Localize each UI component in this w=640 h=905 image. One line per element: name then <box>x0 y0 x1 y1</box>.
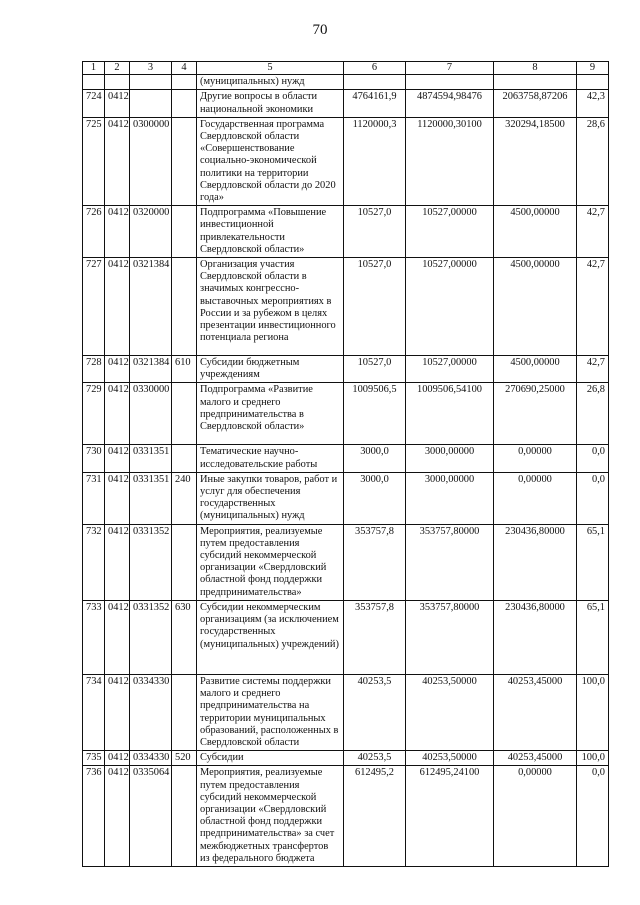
table-row <box>83 206 609 258</box>
table-cell <box>172 524 197 600</box>
column-header: 6 <box>344 62 406 75</box>
table-cell: 4500,00000 <box>494 258 577 356</box>
table-cell: 28,6 <box>577 117 609 205</box>
table-row <box>83 258 609 356</box>
table-cell: 0320000 <box>130 206 172 258</box>
table-cell: 0335064 <box>130 766 172 867</box>
table-cell: Иные закупки товаров, работ и услуг для обеспечения государственных (муниципальных) нужд <box>197 472 344 524</box>
table-cell: 42,3 <box>577 90 609 117</box>
table-cell: 230436,80000 <box>494 524 577 600</box>
table-cell: 100,0 <box>577 751 609 766</box>
table-row <box>83 524 609 600</box>
table-cell: 724 <box>83 90 105 117</box>
table-cell: 353757,80000 <box>406 600 494 674</box>
table-cell: Субсидии <box>197 751 344 766</box>
table-cell <box>494 75 577 90</box>
column-header: 7 <box>406 62 494 75</box>
table-cell: 612495,24100 <box>406 766 494 867</box>
table-cell: 2063758,87206 <box>494 90 577 117</box>
table-cell: 0,0 <box>577 445 609 472</box>
table-cell <box>172 90 197 117</box>
table-cell: 1009506,5 <box>344 383 406 445</box>
table-cell: 353757,8 <box>344 524 406 600</box>
column-header: 8 <box>494 62 577 75</box>
table-cell: 0330000 <box>130 383 172 445</box>
table-cell: Подпрограмма «Развитие малого и среднего предпринимательства в Свердловской области» <box>197 383 344 445</box>
table-cell: 734 <box>83 674 105 750</box>
column-header: 4 <box>172 62 197 75</box>
table-header-row <box>83 62 609 75</box>
table-cell: 270690,25000 <box>494 383 577 445</box>
table-cell: 3000,0 <box>344 472 406 524</box>
table-cell <box>172 75 197 90</box>
table-cell <box>172 258 197 356</box>
table-cell: 612495,2 <box>344 766 406 867</box>
table-cell <box>130 75 172 90</box>
table-cell: 0321384 <box>130 258 172 356</box>
table-cell: 0412 <box>105 472 130 524</box>
table-cell: Другие вопросы в области национальной экономики <box>197 90 344 117</box>
table-cell: 0412 <box>105 356 130 383</box>
table-cell <box>83 75 105 90</box>
table-cell: 0,00000 <box>494 445 577 472</box>
table-cell: 0412 <box>105 90 130 117</box>
table-cell: 40253,45000 <box>494 674 577 750</box>
table-cell: 230436,80000 <box>494 600 577 674</box>
table-cell: 240 <box>172 472 197 524</box>
table-cell: 725 <box>83 117 105 205</box>
table-cell: Тематические научно-исследовательские работы <box>197 445 344 472</box>
table-cell: 4874594,98476 <box>406 90 494 117</box>
table-row <box>83 356 609 383</box>
table-cell: 42,7 <box>577 206 609 258</box>
table-row <box>83 445 609 472</box>
table-cell <box>577 75 609 90</box>
table-cell: 730 <box>83 445 105 472</box>
table-cell: (муниципальных) нужд <box>197 75 344 90</box>
table-cell: 0412 <box>105 206 130 258</box>
table-cell: 0331351 <box>130 472 172 524</box>
table-cell: 40253,45000 <box>494 751 577 766</box>
table-cell <box>130 90 172 117</box>
table-cell: 42,7 <box>577 258 609 356</box>
table-cell: 10527,0 <box>344 258 406 356</box>
table-cell: 40253,50000 <box>406 751 494 766</box>
table-cell: 0,0 <box>577 472 609 524</box>
table-cell <box>105 75 130 90</box>
column-header: 9 <box>577 62 609 75</box>
budget-table <box>82 61 609 867</box>
table-cell: 0300000 <box>130 117 172 205</box>
table-cell: 0412 <box>105 674 130 750</box>
table-cell: 10527,00000 <box>406 258 494 356</box>
table-cell: 26,8 <box>577 383 609 445</box>
table-cell <box>172 117 197 205</box>
table-cell: 10527,00000 <box>406 206 494 258</box>
table-cell: 736 <box>83 766 105 867</box>
column-header: 5 <box>197 62 344 75</box>
table-row <box>83 117 609 205</box>
table-cell: 100,0 <box>577 674 609 750</box>
table-row <box>83 383 609 445</box>
table-cell <box>344 75 406 90</box>
table-cell: 65,1 <box>577 524 609 600</box>
table-cell: 731 <box>83 472 105 524</box>
table-cell: 0331351 <box>130 445 172 472</box>
table-row <box>83 90 609 117</box>
table-cell: 520 <box>172 751 197 766</box>
table-cell <box>172 206 197 258</box>
table-cell: 4500,00000 <box>494 206 577 258</box>
table-row <box>83 75 609 90</box>
table-cell: 0412 <box>105 117 130 205</box>
table-cell: 0412 <box>105 766 130 867</box>
table-cell: 0331352 <box>130 524 172 600</box>
table-cell: 3000,0 <box>344 445 406 472</box>
table-cell: 10527,0 <box>344 206 406 258</box>
table-cell <box>172 383 197 445</box>
table-cell: 0412 <box>105 751 130 766</box>
table-cell: 40253,5 <box>344 751 406 766</box>
table-cell: 610 <box>172 356 197 383</box>
table-cell: 726 <box>83 206 105 258</box>
table-cell: 732 <box>83 524 105 600</box>
table-row <box>83 600 609 674</box>
table-cell: Субсидии некоммерческим организациям (за исключением государственных (муниципальных) учреждений) <box>197 600 344 674</box>
table-cell <box>172 766 197 867</box>
table-cell: Государственная программа Свердловской области «Совершенствование социально-экономической политики на территории Свердловской области до 2020 года» <box>197 117 344 205</box>
table-cell: 4764161,9 <box>344 90 406 117</box>
table-cell: 320294,18500 <box>494 117 577 205</box>
column-header: 1 <box>83 62 105 75</box>
table-cell: 729 <box>83 383 105 445</box>
table-cell: 3000,00000 <box>406 472 494 524</box>
table-cell: Подпрограмма «Повышение инвестиционной привлекательности Свердловской области» <box>197 206 344 258</box>
table-cell: 0334330 <box>130 751 172 766</box>
table-cell: 1120000,30100 <box>406 117 494 205</box>
table-cell <box>406 75 494 90</box>
table-row <box>83 766 609 867</box>
table-cell: 0412 <box>105 383 130 445</box>
table-row <box>83 751 609 766</box>
table-cell: 65,1 <box>577 600 609 674</box>
table-cell: 10527,00000 <box>406 356 494 383</box>
table-cell: 0331352 <box>130 600 172 674</box>
table-cell: 4500,00000 <box>494 356 577 383</box>
table-cell: Субсидии бюджетным учреждениям <box>197 356 344 383</box>
column-header: 3 <box>130 62 172 75</box>
table-cell: 1120000,3 <box>344 117 406 205</box>
table-cell: 10527,0 <box>344 356 406 383</box>
table-row <box>83 472 609 524</box>
table-cell: 630 <box>172 600 197 674</box>
table-cell: 1009506,54100 <box>406 383 494 445</box>
table-cell: 40253,50000 <box>406 674 494 750</box>
table-cell: 353757,80000 <box>406 524 494 600</box>
table-cell <box>172 445 197 472</box>
table-row <box>83 674 609 750</box>
table-cell: 0412 <box>105 600 130 674</box>
table-cell: 0412 <box>105 524 130 600</box>
table-cell <box>172 674 197 750</box>
table-cell: 0412 <box>105 445 130 472</box>
column-header: 2 <box>105 62 130 75</box>
table-cell: 42,7 <box>577 356 609 383</box>
table-cell: 727 <box>83 258 105 356</box>
table-cell: 733 <box>83 600 105 674</box>
table-cell: Организация участия Свердловской области в значимых конгрессно-выставочных мероприятиях в России и за рубежом в целях презентации инвестиционного потенциала региона <box>197 258 344 356</box>
table-cell: 0,0 <box>577 766 609 867</box>
table-cell: Мероприятия, реализуемые путем предоставления субсидий некоммерческой организации «Свердловский областной фонд поддержки предпринимательства» <box>197 524 344 600</box>
table-cell: 0,00000 <box>494 472 577 524</box>
table-cell: Развитие системы поддержки малого и среднего предпринимательства на территории муниципальных образований, расположенных в Свердловской области <box>197 674 344 750</box>
table-cell: 0321384 <box>130 356 172 383</box>
table-cell: 728 <box>83 356 105 383</box>
table-cell: 0334330 <box>130 674 172 750</box>
table-cell: 40253,5 <box>344 674 406 750</box>
table-cell: 3000,00000 <box>406 445 494 472</box>
table-cell: 353757,8 <box>344 600 406 674</box>
table-cell: 0,00000 <box>494 766 577 867</box>
table-cell: Мероприятия, реализуемые путем предоставления субсидий некоммерческой организации «Свердловский областной фонд поддержки предпринимательства» за счет межбюджетных трансфертов из федерального бюджета <box>197 766 344 867</box>
page-number: 70 <box>312 22 328 38</box>
table-cell: 0412 <box>105 258 130 356</box>
table-cell: 735 <box>83 751 105 766</box>
